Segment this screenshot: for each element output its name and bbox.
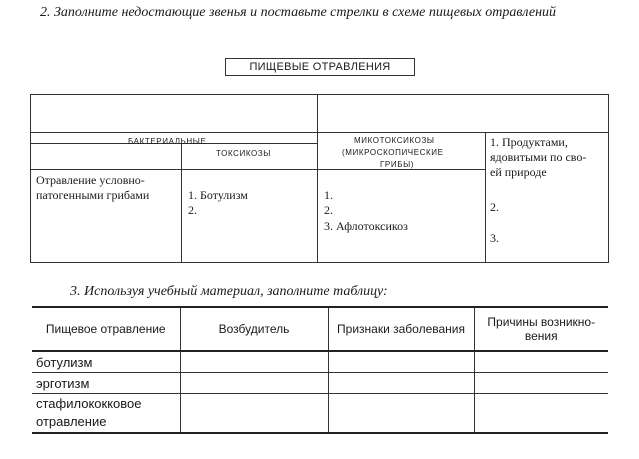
header-causes-line-1: Причины возникно-: [487, 315, 596, 329]
row-staphylococcal-line-2: отравление: [36, 414, 107, 429]
task-2-instruction: 2. Заполните недостающие звенья и поставьте стрелки в схеме пищевых отравлений: [40, 5, 557, 20]
products-divider: [485, 132, 486, 263]
cell-empty[interactable]: [180, 394, 328, 434]
row-botulism: ботулизм: [32, 351, 180, 373]
cell-empty[interactable]: [328, 351, 474, 373]
cell-empty[interactable]: [474, 394, 608, 434]
products-line-1: 1. Продуктами,: [490, 135, 568, 149]
toxicoses-label: ТОКСИКОЗЫ: [216, 149, 271, 158]
mycotoxicoses-label-1: МИКОТОКСИКОЗЫ: [354, 136, 435, 145]
header-symptoms: Признаки заболевания: [328, 307, 474, 351]
myco-item-1: 1.: [324, 188, 333, 202]
table-row: [32, 373, 608, 394]
row-ergotism: эрготизм: [32, 373, 180, 394]
bacterial-label: БАКТЕРИАЛЬНЫЕ: [128, 137, 207, 146]
mycotoxicoses-label-2: (МИКРОСКОПИЧЕСКИЕ: [342, 148, 444, 157]
conditional-fungi-line-2: патогенными грибами: [36, 188, 150, 202]
table-row: [32, 394, 608, 434]
table-header-row: [32, 307, 608, 351]
products-item-3: 3.: [490, 231, 499, 245]
table-row: [32, 351, 608, 373]
mycotoxicoses-label-3: ГРИБЫ): [380, 160, 415, 169]
row-line: [30, 169, 485, 170]
toxicoses-left-divider: [181, 143, 182, 263]
toxicoses-item-2: 2.: [188, 203, 197, 217]
row-staphylococcal: [32, 394, 180, 434]
cell-empty[interactable]: [180, 373, 328, 394]
conditional-fungi-line-1: Отравление условно-: [36, 173, 145, 187]
scheme-left-border: [30, 94, 31, 263]
myco-item-3: 3. Афлотоксикоз: [324, 219, 408, 233]
header-causes: [474, 307, 608, 351]
products-line-2: ядовитыми по сво-: [490, 150, 587, 164]
scheme-right-border: [608, 94, 609, 263]
myco-item-2: 2.: [324, 203, 333, 217]
scheme-header-line: [30, 132, 608, 133]
products-item-2: 2.: [490, 200, 499, 214]
task-3-instruction: 3. Используя учебный материал, заполните таблицу:: [70, 284, 388, 299]
cell-empty[interactable]: [328, 373, 474, 394]
scheme-title: ПИЩЕВЫЕ ОТРАВЛЕНИЯ: [225, 58, 415, 76]
cell-empty[interactable]: [328, 394, 474, 434]
header-poisoning: Пищевое отравление: [32, 307, 180, 351]
scheme-bottom-border: [30, 262, 608, 263]
row-staphylococcal-line-1: стафилококковое: [36, 396, 142, 411]
header-causes-line-2: вения: [524, 329, 558, 343]
cell-empty[interactable]: [180, 351, 328, 373]
poisoning-table: [32, 306, 608, 434]
cell-empty[interactable]: [474, 373, 608, 394]
scheme-top-border: [30, 94, 608, 95]
toxicoses-item-1: 1. Ботулизм: [188, 188, 248, 202]
products-line-3: ей природе: [490, 165, 547, 179]
scheme-middle-divider: [317, 94, 318, 263]
header-pathogen: Возбудитель: [180, 307, 328, 351]
cell-empty[interactable]: [474, 351, 608, 373]
